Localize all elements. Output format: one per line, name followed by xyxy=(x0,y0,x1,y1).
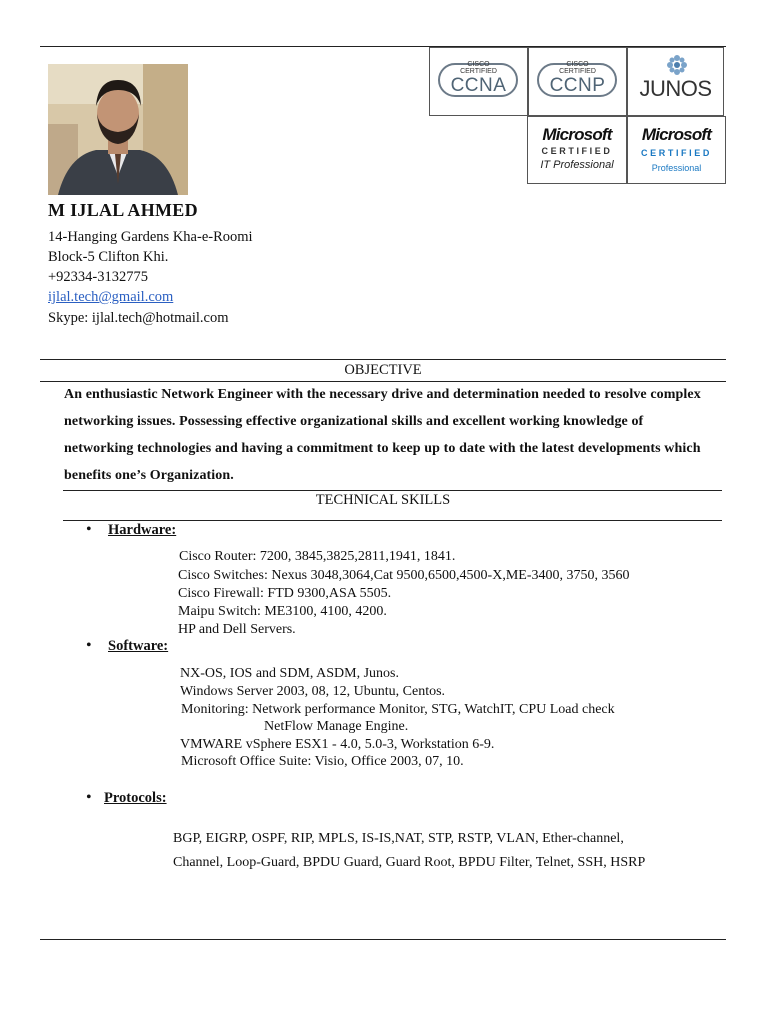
hardware-item: Cisco Router: 7200, 3845,3825,2811,1941, 1841. xyxy=(179,549,456,564)
cert-junos-name: JUNOS xyxy=(639,76,712,101)
hardware-item: HP and Dell Servers. xyxy=(178,622,296,637)
bottom-rule xyxy=(40,939,726,940)
cert-junos-logo xyxy=(627,47,724,116)
skills-heading: TECHNICAL SKILLS xyxy=(315,492,451,508)
cert-ccna-brand: CISCO xyxy=(467,61,490,68)
skills-rule-bottom xyxy=(63,520,722,521)
software-item: Monitoring: Network performance Monitor, STG, WatchIT, CPU Load check xyxy=(181,702,615,717)
hardware-item: Cisco Firewall: FTD 9300,ASA 5505. xyxy=(178,586,392,601)
software-label: Software: xyxy=(108,638,169,654)
hardware-item: Maipu Switch: ME3100, 4100, 4200. xyxy=(178,604,387,619)
cert-ccnp-logo xyxy=(528,47,627,116)
software-item: Windows Server 2003, 08, 12, Ubuntu, Centos. xyxy=(180,684,446,699)
profile-photo-image xyxy=(48,64,188,195)
skills-rule-top xyxy=(63,490,722,491)
objective-text: An enthusiastic Network Engineer with the necessary drive and determination needed to resolve complex networking issues. Possessing effective organizational skills and excellent working knowledge of networking technologies and having a commitment to keep up to date with the latest developments which benefits one’s Organization. xyxy=(64,387,701,483)
email-link[interactable]: ijlal.tech@gmail.com xyxy=(48,289,174,305)
hardware-label: Hardware: xyxy=(108,522,177,538)
cert-ccnp-certified: CERTIFIED xyxy=(559,68,596,75)
software-item: Microsoft Office Suite: Visio, Office 2003, 07, 10. xyxy=(181,754,464,769)
cert-mcp-logo xyxy=(627,116,726,184)
software-item: NX-OS, IOS and SDM, ASDM, Junos. xyxy=(180,666,399,681)
cert-mcitp-certified: CERTIFIED xyxy=(541,146,613,156)
phone-number: +92334-3132775 xyxy=(48,269,149,285)
software-item: VMWARE vSphere ESX1 - 4.0, 5.0-3, Workstation 6-9. xyxy=(180,737,495,752)
protocols-line-1: BGP, EIGRP, OSPF, RIP, MPLS, IS-IS,NAT, STP, RSTP, VLAN, Ether-channel, xyxy=(173,831,624,846)
bullet-icon: • xyxy=(86,637,92,654)
cert-mcp-sub: Professional xyxy=(651,163,702,173)
hardware-item: Cisco Switches: Nexus 3048,3064,Cat 9500,6500,4500-X,ME-3400, 3750, 3560 xyxy=(178,568,630,583)
cert-ccna-name: CCNA xyxy=(450,75,507,96)
skype-id: Skype: ijlal.tech@hotmail.com xyxy=(48,310,229,326)
profile-photo xyxy=(48,64,188,195)
cert-mcitp-logo xyxy=(527,116,627,184)
protocols-label: Protocols: xyxy=(104,790,167,806)
cert-mcp-certified: CERTIFIED xyxy=(641,148,712,158)
cert-ccna-certified: CERTIFIED xyxy=(460,68,497,75)
objective-heading: OBJECTIVE xyxy=(344,362,422,378)
candidate-name: M IJLAL AHMED xyxy=(48,200,198,220)
bullet-icon: • xyxy=(86,521,92,538)
address-line-1: 14-Hanging Gardens Kha-e-Roomi xyxy=(48,229,253,245)
software-item: NetFlow Manage Engine. xyxy=(264,719,409,734)
cert-ccnp-brand: CISCO xyxy=(566,61,589,68)
bullet-icon: • xyxy=(86,789,92,806)
cert-mcitp-brand: Microsoft xyxy=(542,125,612,144)
cert-mcp-brand: Microsoft xyxy=(641,125,712,144)
address-line-2: Block-5 Clifton Khi. xyxy=(48,249,169,265)
cert-ccnp-name: CCNP xyxy=(549,75,606,96)
objective-rule-top xyxy=(40,359,726,360)
cert-mcitp-sub: IT Professional xyxy=(540,159,614,171)
protocols-line-2: Channel, Loop-Guard, BPDU Guard, Guard Root, BPDU Filter, Telnet, SSH, HSRP xyxy=(173,855,646,870)
junos-flower-icon xyxy=(666,54,688,76)
cert-ccna-logo xyxy=(429,47,528,116)
